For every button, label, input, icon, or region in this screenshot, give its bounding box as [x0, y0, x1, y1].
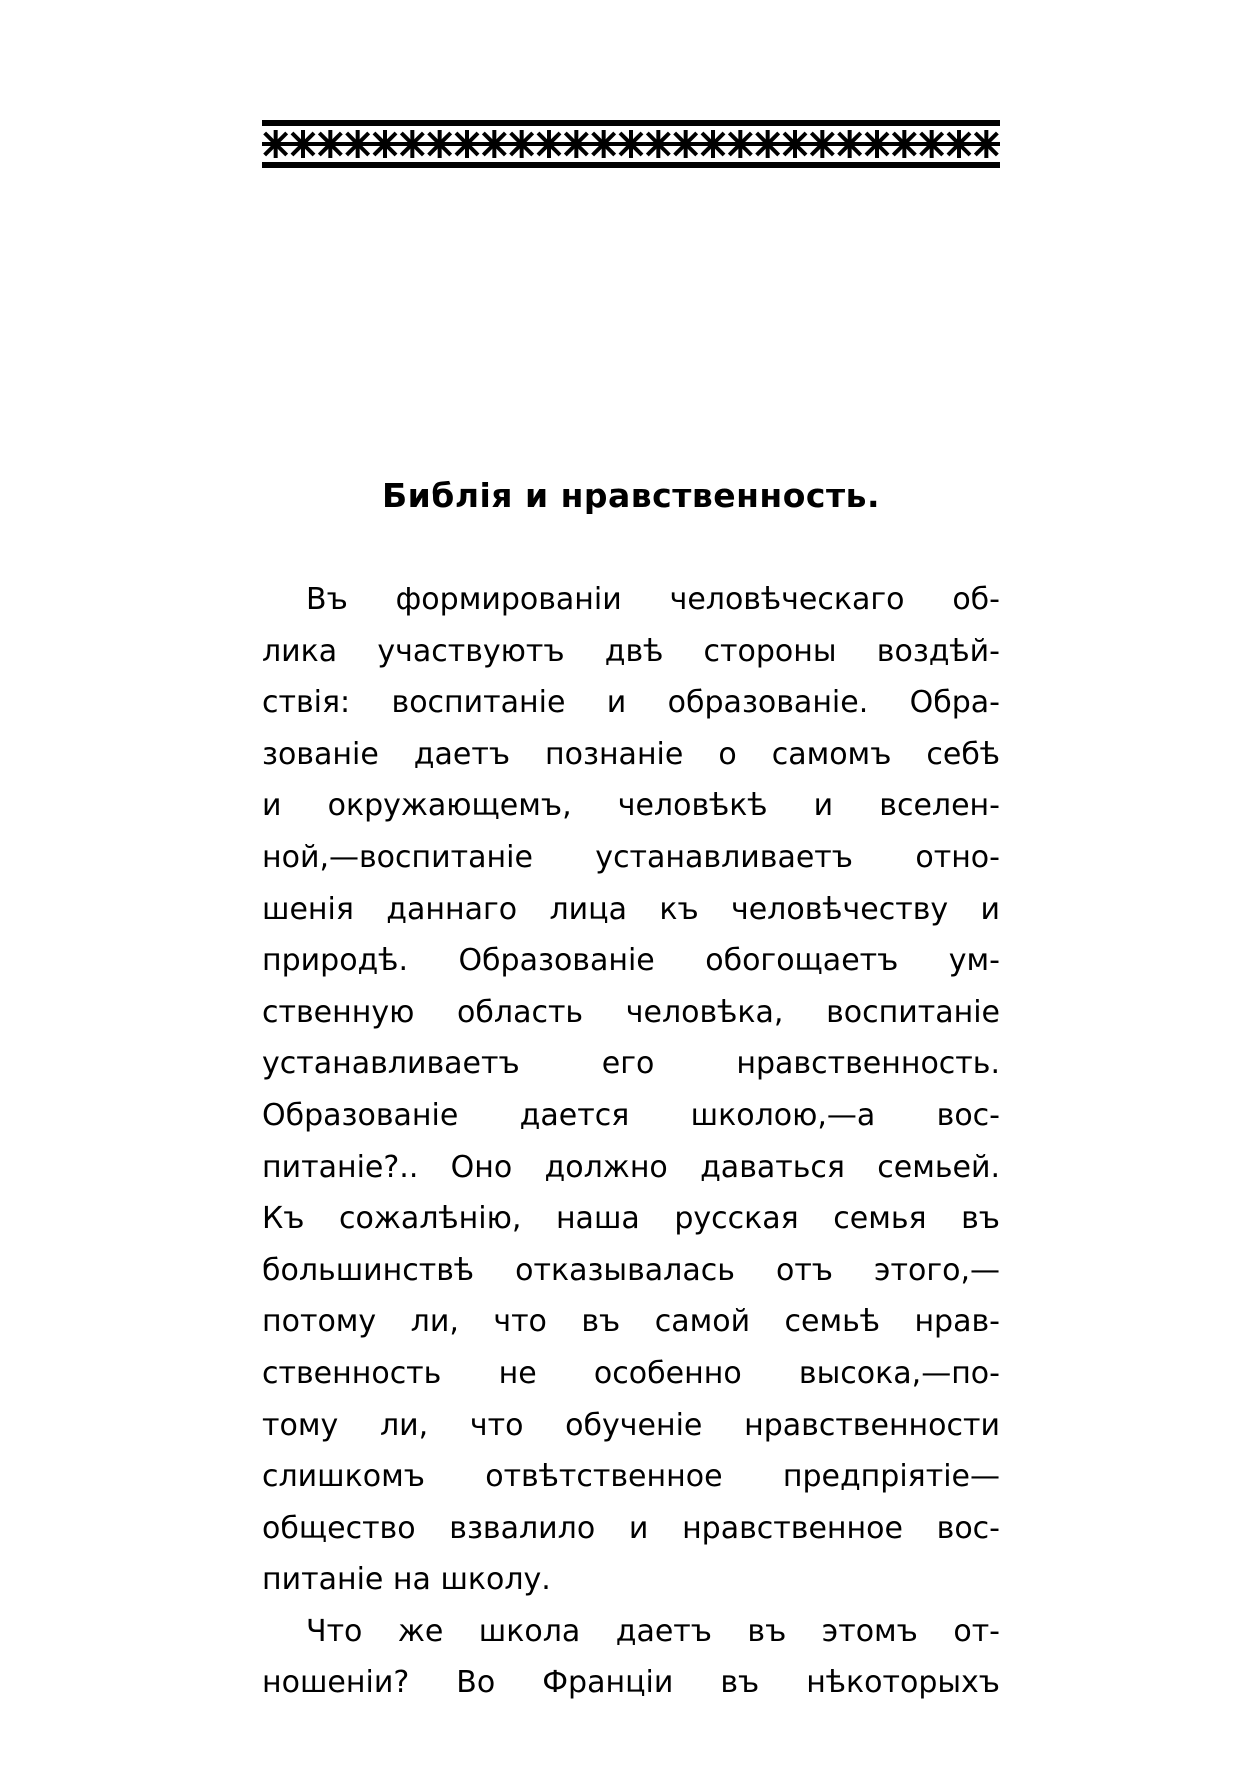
text-line: ственную область человѣка, воспитаніе [262, 994, 1000, 1030]
star-ornament-icon [318, 132, 342, 156]
decorative-header-border [262, 120, 1000, 168]
text-line: питаніе?.. Оно должно даваться семьей. [262, 1149, 1000, 1185]
text-line: шенія даннаго лица къ человѣчеству и [262, 891, 1000, 927]
text-line: устанавливаетъ его нравственность. [262, 1046, 1000, 1082]
star-ornament-icon [400, 132, 424, 156]
text-line: тому ли, что обученіе нравственности [262, 1407, 1000, 1443]
star-ornament-icon [455, 132, 479, 156]
text-line: ношеніи? Во Франціи въ нѣкоторыхъ [262, 1665, 1000, 1701]
text-line: ственность не особенно высока,—по- [262, 1355, 1000, 1391]
text-line: лика участвуютъ двѣ стороны воздѣй- [262, 633, 1000, 669]
star-ornament-icon [783, 132, 807, 156]
star-ornament-icon [373, 132, 397, 156]
text-line: ной,—воспитаніе устанавливаетъ отно- [262, 839, 1000, 875]
star-ornament-icon [756, 132, 780, 156]
star-ornament-icon [537, 132, 561, 156]
text-line: зованіе даетъ познаніе о самомъ себѣ [262, 736, 1000, 772]
text-line: слишкомъ отвѣтственное предпріятіе— [262, 1459, 1000, 1495]
star-ornament-icon [482, 132, 506, 156]
star-ornament-icon [674, 132, 698, 156]
text-line: Къ сожалѣнію, наша русская семья въ [262, 1201, 1000, 1237]
star-ornament-icon [619, 132, 643, 156]
star-ornament-icon [974, 132, 998, 156]
star-ornament-icon [865, 132, 889, 156]
ornament-pattern [262, 120, 1000, 168]
star-ornament-icon [346, 132, 370, 156]
text-line: Образованіе дается школою,—а вос- [262, 1097, 1000, 1133]
star-ornament-icon [701, 132, 725, 156]
text-line: питаніе на школу. [262, 1562, 551, 1598]
text-line: общество взвалило и нравственное вос- [262, 1510, 1000, 1546]
text-line: Что же школа даетъ въ этомъ от- [306, 1613, 1000, 1649]
star-ornament-icon [592, 132, 616, 156]
star-ornament-icon [291, 132, 315, 156]
star-ornament-icon [838, 132, 862, 156]
star-ornament-icon [947, 132, 971, 156]
star-ornament-icon [810, 132, 834, 156]
star-ornament-icon [510, 132, 534, 156]
text-line: потому ли, что въ самой семьѣ нрав- [262, 1304, 1000, 1340]
star-ornament-icon [892, 132, 916, 156]
paragraph-2 [262, 1606, 1000, 1709]
page-title: Библія и нравственность. [382, 476, 880, 515]
text-line: большинствѣ отказывалась отъ этого,— [262, 1252, 1000, 1288]
star-ornament-icon [646, 132, 670, 156]
text-line: Въ формированіи человѣческаго об- [306, 582, 1000, 617]
star-ornament-icon [920, 132, 944, 156]
star-ornament-icon [564, 132, 588, 156]
star-ornament-icon [264, 132, 288, 156]
star-ornament-icon [728, 132, 752, 156]
text-line: природѣ. Образованіе обогощаетъ ум- [262, 943, 1000, 979]
text-line: ствія: воспитаніе и образованіе. Обра- [262, 685, 1000, 721]
star-ornament-icon [428, 132, 452, 156]
body-text [262, 574, 1000, 1709]
text-line: и окружающемъ, человѣкѣ и вселен- [262, 788, 1000, 824]
paragraph-1 [262, 574, 1000, 1606]
